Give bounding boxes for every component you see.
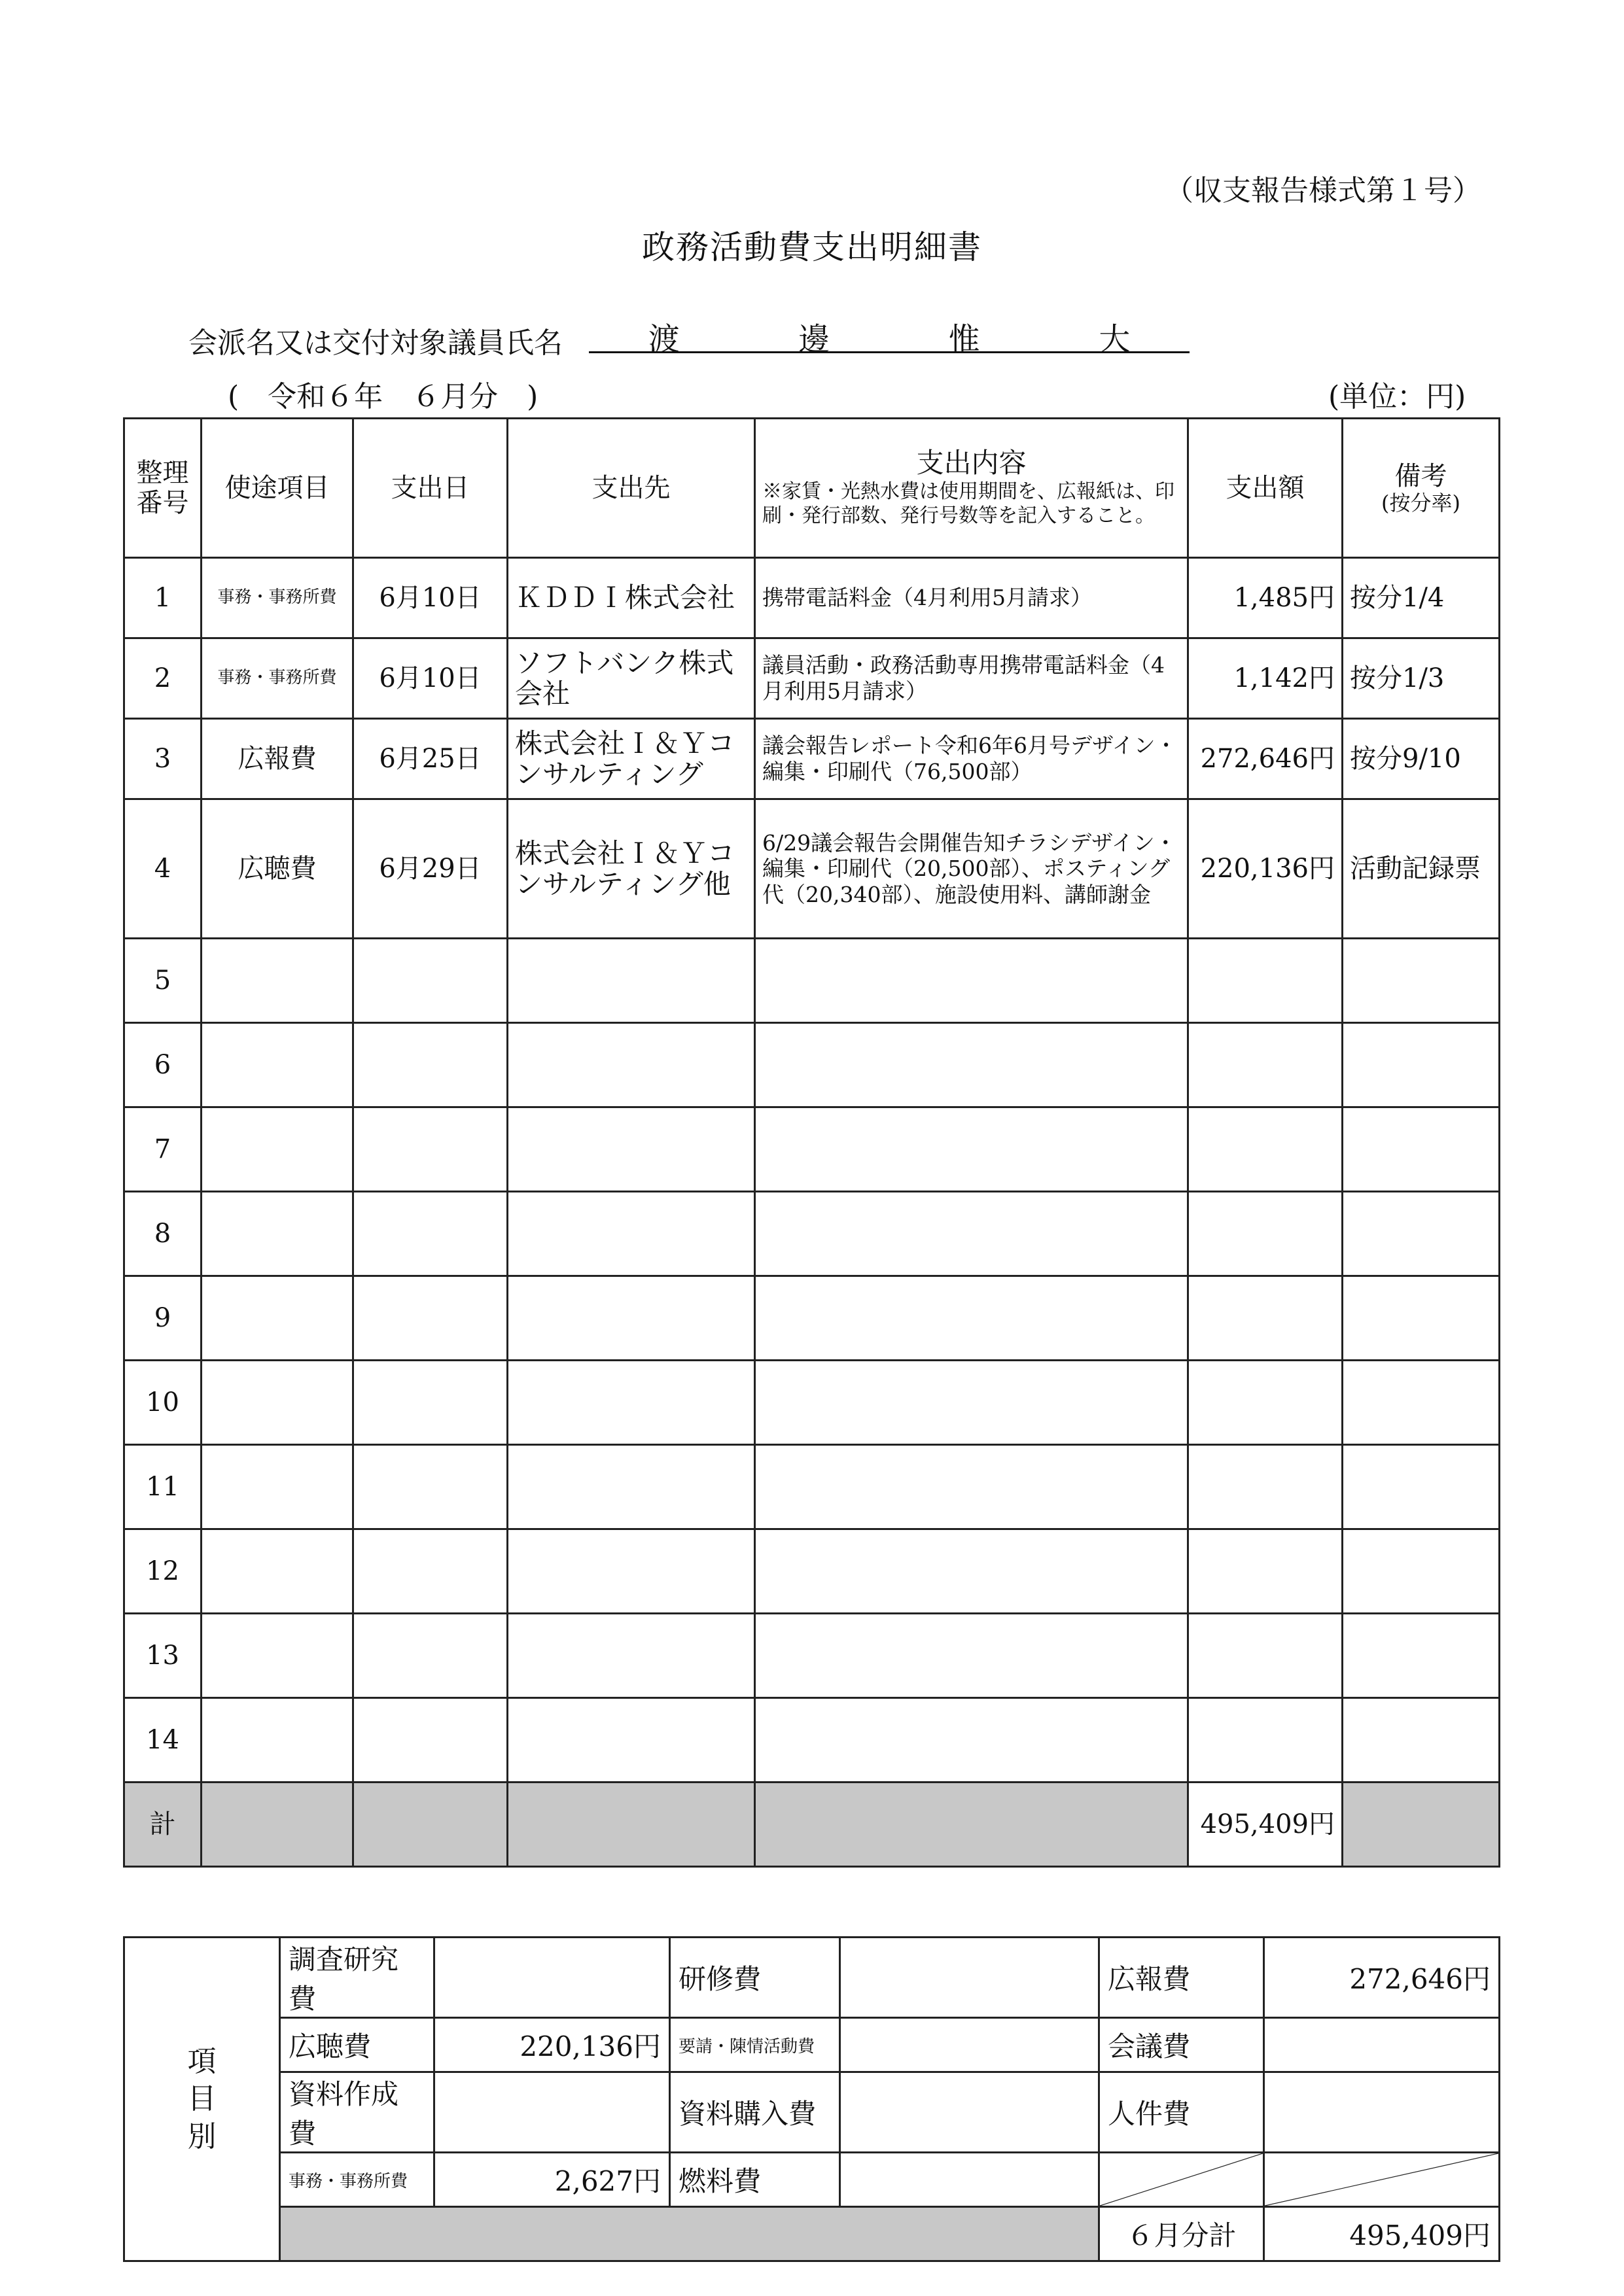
month-total-label: ６月分計 [1099,2207,1264,2261]
row-date: 6月10日 [353,638,508,719]
empty-row [124,1276,1500,1361]
row-description: 議会報告レポート令和6年6月号デザイン・編集・印刷代（76,500部） [755,719,1188,799]
expenditure-table [123,417,1500,1868]
summary-value [1264,2018,1500,2072]
table-row [124,558,1500,638]
row-no: 8 [124,1192,202,1276]
table-row [124,799,1500,939]
row-description: 携帯電話料金（4月利用5月請求） [755,558,1188,638]
total-amount: 495,409円 [1188,1783,1343,1867]
member-name-char: 大 [1099,321,1131,358]
summary-value [434,1938,670,2018]
summary-value: 2,627円 [434,2153,670,2207]
member-label: 会派名又は交付対象議員氏名 [188,326,563,360]
header-remark-title: 備考 [1394,461,1447,491]
header-payee: 支出先 [508,419,755,558]
total-row [124,1783,1500,1867]
summary-label: 広報費 [1099,1938,1264,2018]
diagonal-cell [1264,2153,1500,2207]
row-no: 7 [124,1107,202,1192]
summary-value: 272,646円 [1264,1938,1500,2018]
row-no: 9 [124,1276,202,1361]
table-header-row [124,419,1500,558]
empty-row [124,1698,1500,1783]
header-description-title: 支出内容 [916,447,1027,479]
unit-label: (単位：円) [1328,380,1466,413]
row-amount: 220,136円 [1188,799,1343,939]
row-category: 事務・事務所費 [202,558,353,638]
row-no: 13 [124,1614,202,1698]
row-no: 14 [124,1698,202,1783]
member-name-char: 惟 [948,321,980,358]
header-no: 整理番号 [124,419,202,558]
row-remark: 按分1/3 [1343,638,1500,719]
row-payee: 株式会社Ｉ＆Ｙコンサルティング他 [508,799,755,939]
document-title: 政務活動費支出明細書 [642,228,982,266]
report-period: ( 令和６年 ６月分 ) [228,380,538,413]
row-category: 広聴費 [202,799,353,939]
summary-label: 広聴費 [280,2018,434,2072]
empty-row [124,1192,1500,1276]
summary-value: 220,136円 [434,2018,670,2072]
empty-row [124,1361,1500,1445]
row-no: 2 [124,638,202,719]
header-description [755,419,1188,558]
header-description-note: ※家賃・光熱水費は使用期間を、広報紙は、印刷・発行部数、発行号数等を記入すること。 [762,479,1174,528]
summary-value [840,1938,1099,2018]
row-remark: 按分1/4 [1343,558,1500,638]
row-no: 10 [124,1361,202,1445]
row-no: 6 [124,1023,202,1107]
row-no: 4 [124,799,202,939]
row-amount: 1,485円 [1188,558,1343,638]
summary-shaded-area [280,2207,1099,2261]
row-date: 6月25日 [353,719,508,799]
row-date: 6月29日 [353,799,508,939]
row-description: 6/29議会報告会開催告知チラシデザイン・編集・印刷代（20,500部）、ポスティング代（20,340部）、施設使用料、講師謝金 [755,799,1188,939]
empty-row [124,939,1500,1023]
table-row [124,719,1500,799]
table-row [124,638,1500,719]
empty-row [124,1445,1500,1529]
form-number: （収支報告様式第１号） [1165,174,1481,207]
total-label: 計 [124,1783,202,1867]
category-summary-table [123,1936,1500,2262]
row-no: 1 [124,558,202,638]
row-category: 広報費 [202,719,353,799]
summary-label: 調査研究費 [280,1938,434,2018]
row-remark: 活動記録票 [1343,799,1500,939]
row-no: 3 [124,719,202,799]
row-no: 12 [124,1529,202,1614]
summary-label: 資料購入費 [670,2072,840,2153]
summary-value [840,2018,1099,2072]
row-payee: 株式会社Ｉ＆Ｙコンサルティング [508,719,755,799]
header-category: 使途項目 [202,419,353,558]
diagonal-cell [1099,2153,1264,2207]
empty-row [124,1614,1500,1698]
row-no: 11 [124,1445,202,1529]
row-description: 議員活動・政務活動専用携帯電話料金（4月利用5月請求） [755,638,1188,719]
empty-row [124,1107,1500,1192]
summary-label: 人件費 [1099,2072,1264,2153]
summary-label: 会議費 [1099,2018,1264,2072]
member-name-char: 渡 [648,321,680,358]
row-amount: 1,142円 [1188,638,1343,719]
summary-label: 資料作成費 [280,2072,434,2153]
header-date: 支出日 [353,419,508,558]
summary-label: 要請・陳情活動費 [670,2018,840,2072]
empty-row [124,1023,1500,1107]
member-name-char: 邊 [798,321,830,358]
summary-label: 研修費 [670,1938,840,2018]
row-no: 5 [124,939,202,1023]
summary-side-text: 項目別 [187,2045,217,2153]
summary-side-label [124,1938,280,2261]
month-total-value: 495,409円 [1264,2207,1500,2261]
summary-label: 燃料費 [670,2153,840,2207]
row-amount: 272,646円 [1188,719,1343,799]
summary-value [840,2153,1099,2207]
row-category: 事務・事務所費 [202,638,353,719]
row-payee: ＫＤＤＩ株式会社 [508,558,755,638]
row-remark: 按分9/10 [1343,719,1500,799]
summary-value [1264,2072,1500,2153]
summary-label: 事務・事務所費 [280,2153,434,2207]
summary-value [840,2072,1099,2153]
header-remark [1343,419,1500,558]
header-remark-sub: (按分率) [1381,490,1460,515]
member-underline [589,351,1190,353]
empty-row [124,1529,1500,1614]
summary-value [434,2072,670,2153]
row-payee: ソフトバンク株式会社 [508,638,755,719]
header-amount: 支出額 [1188,419,1343,558]
row-date: 6月10日 [353,558,508,638]
